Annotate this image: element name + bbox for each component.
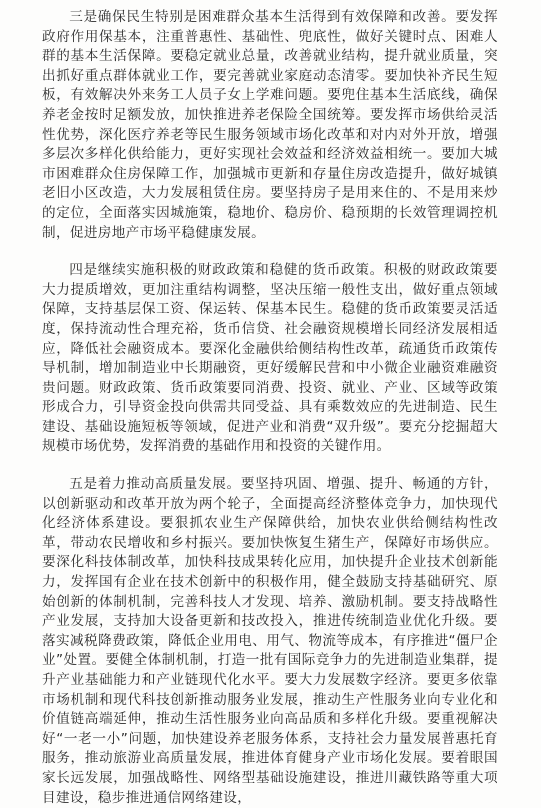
paragraph-high-quality-development: 五是着力推动高质量发展。要坚持巩固、增强、提升、畅通的方针，以创新驱动和改革开放为两个轮子，全面提高经济整体竞争力，加快现代化经济体系建设。要狠抓农业生产保障供给，加快农业供给侧结构性改革，带动农民增收和乡村振兴。要加快恢复生猪生产，保障好市场供应。要深化科技体制改革，加快科技成果转化应用，加快提升企业技术创新能力，发挥国有企业在技术创新中的积极作用，健全鼓励支持基础研究、原始创新的体制机制，完善科技人才发现、培养、激励机制。要支持战略性产业发展，支持加大设备更新和技改投入，推进传统制造业优化升级。要落实减税降费政策，降低企业用电、用气、物流等成本，有序推进“僵尸企业”处置。要健全体制机制，打造一批有国际竞争力的先进制造业集群，提升产业基础能力和产业链现代化水平。要大力发展数字经济。要更多依靠市场机制和现代科技创新推动服务业发展，推动生产性服务业向专业化和价值链高端延伸，推动生活性服务业向高品质和多样化升级。要重视解决好“一老一小”问题，加快建设养老服务体系，支持社会力量发展普惠托育服务，推动旅游业高质量发展，推进体育健身产业市场化发展。要着眼国家长远发展，加强战略性、网络型基础设施建设，推进川藏铁路等重大项目建设，稳步推进通信网络建设，	[42, 476, 498, 806]
paragraph-fiscal-monetary-policy: 四是继续实施积极的财政政策和稳健的货币政策。积极的财政政策要大力提质增效，更加注重结构调整，坚决压缩一般性支出，做好重点领域保障，支持基层保工资、保运转、保基本民生。稳健的货币政策要灵活适度，保持流动性合理充裕，货币信贷、社会融资规模增长同经济发展相适应，降低社会融资成本。要深化金融供给侧结构性改革，疏通货币政策传导机制，增加制造业中长期融资，更好缓解民营和中小微企业融资难融资贵问题。财政政策、货币政策要同消费、投资、就业、产业、区域等政策形成合力，引导资金投向供需共同受益、具有乘数效应的先进制造、民生建设、基础设施短板等领域，促进产业和消费“双升级”。要充分挖掘超大规模市场优势，发挥消费的基础作用和投资的关键作用。	[42, 262, 498, 455]
paragraph-livelihood: 三是确保民生特别是困难群众基本生活得到有效保障和改善。要发挥政府作用保基本，注重普惠性、基础性、兜底性，做好关键时点、困难人群的基本生活保障。要稳定就业总量，改善就业结构，提升就业质量，突出抓好重点群体就业工作，要完善就业家庭动态清零。要加快补齐民生短板，有效解决外来务工人员子女上学难问题。要兜住基本生活底线，确保养老金按时足额发放，加快推进养老保险全国统筹。要发挥市场供给灵活性优势，深化医疗养老等民生服务领域市场化改革和对内对外开放，增强多层次多样化供给能力，更好实现社会效益和经济效益相统一。要加大城市困难群众住房保障工作，加强城市更新和存量住房改造提升，做好城镇老旧小区改造，大力发展租赁住房。要坚持房子是用来住的、不是用来炒的定位，全面落实因城施策，稳地价、稳房价、稳预期的长效管理调控机制，促进房地产市场平稳健康发展。	[42, 9, 498, 241]
